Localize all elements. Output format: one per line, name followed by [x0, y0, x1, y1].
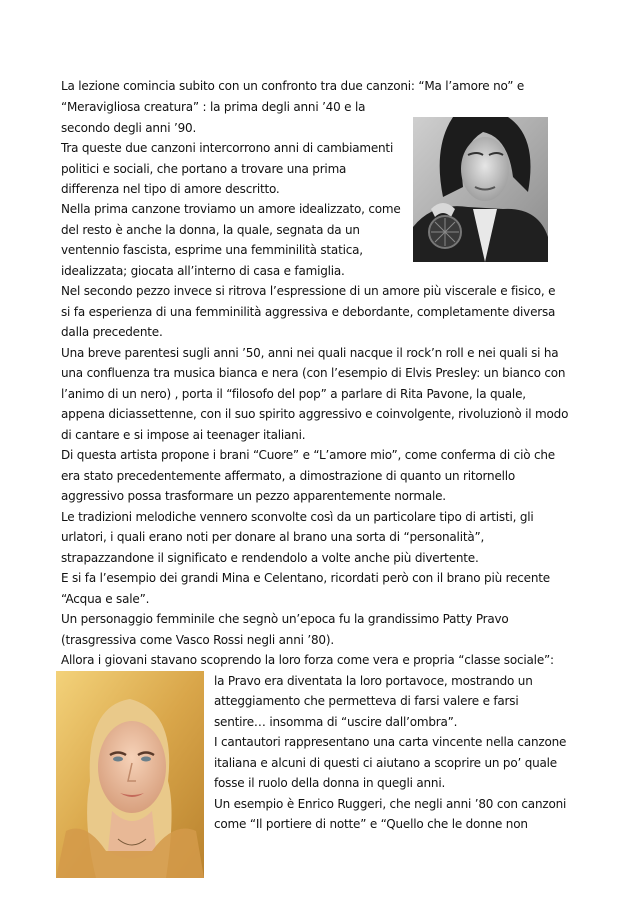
text-line: atteggiamento che permetteva di farsi valere e farsi — [214, 694, 519, 708]
text-line: di cantare e si impose ai teenager italiani. — [61, 428, 306, 442]
text-line: “Meravigliosa creatura” : la prima degli anni ’40 e la — [61, 100, 366, 114]
text-line: del resto è anche la donna, la quale, segnata da un — [61, 223, 360, 237]
text-line: appena diciassettenne, con il suo spirito aggressivo e coinvolgente, rivoluzionò il modo — [61, 407, 569, 421]
text-line: strapazzandone il significato e rendendolo a volte anche più divertente. — [61, 551, 479, 565]
text-line: La lezione comincia subito con un confronto tra due canzoni: “Ma l’amore no” e — [61, 79, 525, 93]
text-line: era stato precedentemente affermato, a dimostrazione di quanto un ritornello — [61, 469, 516, 483]
text-line: I cantautori rappresentano una carta vincente nella canzone — [214, 735, 567, 749]
text-line: Un esempio è Enrico Ruggeri, che negli anni ’80 con canzoni — [214, 797, 567, 811]
text-line: aggressivo possa trasformare un pezzo apparentemente normale. — [61, 489, 446, 503]
text-line: italiana e alcuni di questi ci aiutano a scoprire un po’ quale — [214, 756, 557, 770]
text-line: politici e sociali, che portano a trovare una prima — [61, 162, 347, 176]
text-line: Una breve parentesi sugli anni ’50, anni nei quali nacque il rock’n roll e nei quali si ha — [61, 346, 559, 360]
text-line: (trasgressiva come Vasco Rossi negli anni ’80). — [61, 633, 334, 647]
text-line: si fa esperienza di una femminilità aggressiva e debordante, completamente diversa — [61, 305, 556, 319]
text-line: differenza nel tipo di amore descritto. — [61, 182, 280, 196]
text-line: secondo degli anni ’90. — [61, 121, 197, 135]
text-line: idealizzata; giocata all’interno di casa e famiglia. — [61, 264, 345, 278]
text-line: Allora i giovani stavano scoprendo la loro forza come vera e propria “classe sociale”: — [61, 653, 554, 667]
text-line: Tra queste due canzoni intercorrono anni di cambiamenti — [61, 141, 394, 155]
text-line: sentire… insomma di “uscire dall’ombra”. — [214, 715, 458, 729]
text-line: fosse il ruolo della donna in quegli anni. — [214, 776, 446, 790]
portrait-photo-color — [56, 671, 204, 878]
text-line: dalla precedente. — [61, 325, 163, 339]
text-line: come “Il portiere di notte” e “Quello che le donne non — [214, 817, 528, 831]
text-line: urlatori, i quali erano noti per donare al brano una sorta di “personalità”, — [61, 530, 485, 544]
text-line: Un personaggio femminile che segnò un’epoca fu la grandissimo Patty Pravo — [61, 612, 509, 626]
text-line: ventennio fascista, esprime una femminilità statica, — [61, 243, 363, 257]
portrait-photo-bw — [413, 117, 548, 262]
text-line: “Acqua e sale”. — [61, 592, 150, 606]
text-line: Nel secondo pezzo invece si ritrova l’espressione di un amore più viscerale e fisico, e — [61, 284, 556, 298]
text-line: Di questa artista propone i brani “Cuore” e “L’amore mio”, come conferma di ciò che — [61, 448, 555, 462]
text-line: Nella prima canzone troviamo un amore idealizzato, come — [61, 202, 401, 216]
text-line: una confluenza tra musica bianca e nera (con l’esempio di Elvis Presley: un bianco con — [61, 366, 566, 380]
text-line: Le tradizioni melodiche vennero sconvolte così da un particolare tipo di artisti, gli — [61, 510, 534, 524]
text-line: l’animo di un nero) , porta il “filosofo del pop” a parlare di Rita Pavone, la quale, — [61, 387, 526, 401]
text-line: E si fa l’esempio dei grandi Mina e Celentano, ricordati però con il brano più recente — [61, 571, 550, 585]
text-line: la Pravo era diventata la loro portavoce, mostrando un — [214, 674, 533, 688]
